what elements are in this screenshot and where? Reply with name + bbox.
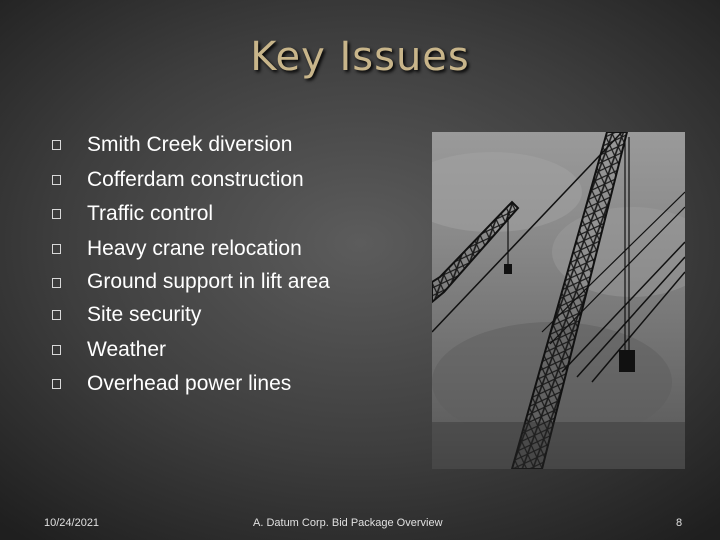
- bullet-list: [52, 128, 342, 402]
- bullet-marker-icon: [52, 278, 61, 288]
- bullet-marker-icon: [52, 209, 61, 219]
- bullet-text: Weather: [87, 337, 166, 361]
- crane-photo: [432, 132, 685, 469]
- crane-photo-icon: [432, 132, 685, 469]
- bullet-marker-icon: [52, 244, 61, 254]
- slide-title: Key Issues: [250, 34, 470, 80]
- bullet-text: Smith Creek diversion: [87, 133, 293, 156]
- bullet-item: [52, 266, 342, 298]
- bullet-marker-icon: [52, 140, 61, 150]
- bullet-item: [52, 163, 342, 198]
- footer-date: 10/24/2021: [44, 517, 100, 529]
- bullet-item: [52, 333, 342, 368]
- bullet-marker-icon: [52, 345, 61, 355]
- bullet-item: [52, 232, 342, 267]
- bullet-text: Traffic control: [87, 202, 214, 225]
- bullet-text: Cofferdam construction: [87, 167, 304, 191]
- bullet-text: Ground support in lift area: [87, 270, 330, 293]
- bullet-text: Site security: [87, 303, 202, 326]
- bullet-item: [52, 128, 342, 163]
- bullet-item: [52, 197, 342, 232]
- footer-text: A. Datum Corp. Bid Package Overview: [253, 517, 443, 529]
- bullet-item: [52, 367, 342, 402]
- bullet-marker-icon: [52, 310, 61, 320]
- bullet-text: Heavy crane relocation: [87, 236, 302, 260]
- bullet-marker-icon: [52, 175, 61, 185]
- bullet-text: Overhead power lines: [87, 372, 292, 395]
- page-number: 8: [676, 517, 683, 529]
- bullet-marker-icon: [52, 379, 61, 389]
- bullet-item: [52, 298, 342, 333]
